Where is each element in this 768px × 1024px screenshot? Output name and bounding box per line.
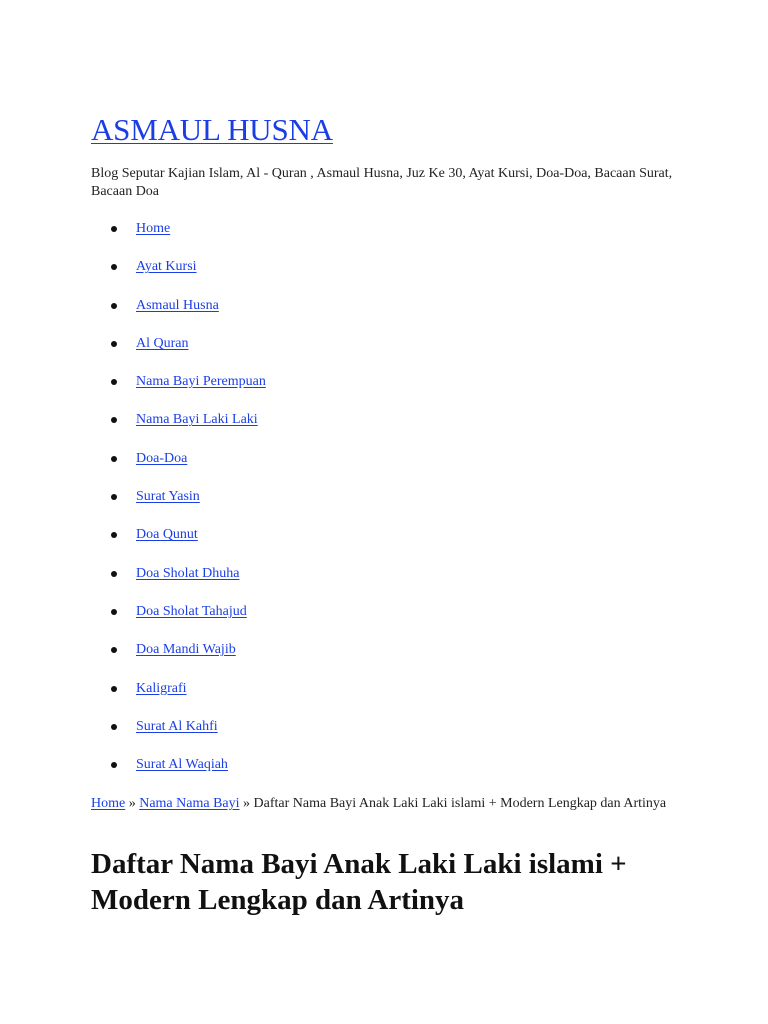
bullet-icon [111,264,117,270]
bullet-icon [111,341,117,347]
bullet-icon [111,762,117,768]
nav-item-asmaul-husna [91,295,266,333]
post-title: Daftar Nama Bayi Anak Laki Laki islami + Modern Lengkap dan Artinya [91,848,627,916]
bullet-icon [111,686,117,692]
nav-link-doa-qunut[interactable]: Doa Qunut [136,527,198,543]
site-tagline: Blog Seputar Kajian Islam, Al - Quran , Asmaul Husna, Juz Ke 30, Ayat Kursi, Doa-Doa, Bacaan Surat, Bacaan Doa [91,166,673,199]
nav-link-nama-bayi-laki-laki[interactable]: Nama Bayi Laki Laki [136,412,258,428]
nav-link-surat-al-kahfi[interactable]: Surat Al Kahfi [136,718,218,734]
nav-item-kaligrafi [91,678,266,716]
nav-link-al-quran[interactable]: Al Quran [136,335,189,351]
breadcrumb-category-link[interactable]: Nama Nama Bayi [139,796,240,811]
nav-item-home [91,218,266,256]
bullet-icon [111,724,117,730]
nav-link-doa-mandi-wajib[interactable]: Doa Mandi Wajib [136,642,236,658]
nav-link-asmaul-husna[interactable]: Asmaul Husna [136,297,219,313]
nav-item-surat-al-waqiah [91,754,266,792]
nav-item-ayat-kursi [91,256,266,294]
nav-link-doa-doa[interactable]: Doa-Doa [136,450,188,466]
main-nav [91,218,266,792]
breadcrumb-separator: » [243,796,251,811]
breadcrumb-home-link[interactable]: Home [91,796,126,811]
nav-link-doa-sholat-dhuha[interactable]: Doa Sholat Dhuha [136,565,240,581]
nav-item-doa-mandi-wajib [91,639,266,677]
nav-item-surat-al-kahfi [91,716,266,754]
breadcrumb-separator: » [128,796,136,811]
nav-link-ayat-kursi[interactable]: Ayat Kursi [136,259,197,275]
nav-item-nama-bayi-perempuan [91,371,266,409]
bullet-icon [111,494,117,500]
bullet-icon [111,226,117,232]
nav-item-doa-sholat-dhuha [91,563,266,601]
site-title [91,110,333,150]
bullet-icon [111,417,117,423]
nav-item-nama-bayi-laki-laki [91,409,266,447]
bullet-icon [111,647,117,653]
nav-item-surat-yasin [91,486,266,524]
bullet-icon [111,609,117,615]
nav-item-doa-qunut [91,524,266,562]
nav-link-nama-bayi-perempuan[interactable]: Nama Bayi Perempuan [136,374,266,390]
bullet-icon [111,303,117,309]
bullet-icon [111,532,117,538]
nav-link-surat-yasin[interactable]: Surat Yasin [136,489,200,505]
nav-link-surat-al-waqiah[interactable]: Surat Al Waqiah [136,757,228,773]
nav-item-doa-sholat-tahajud [91,601,266,639]
nav-link-doa-sholat-tahajud[interactable]: Doa Sholat Tahajud [136,603,247,619]
bullet-icon [111,379,117,385]
breadcrumb [91,795,681,812]
breadcrumb-current: Daftar Nama Bayi Anak Laki Laki islami + Modern Lengkap dan Artinya [253,796,667,811]
nav-link-home[interactable]: Home [136,221,171,236]
nav-item-doa-doa [91,448,266,486]
nav-link-kaligrafi[interactable]: Kaligrafi [136,680,187,696]
bullet-icon [111,571,117,577]
site-title-link[interactable]: ASMAUL HUSNA [91,112,333,147]
nav-item-al-quran [91,333,266,371]
bullet-icon [111,456,117,462]
